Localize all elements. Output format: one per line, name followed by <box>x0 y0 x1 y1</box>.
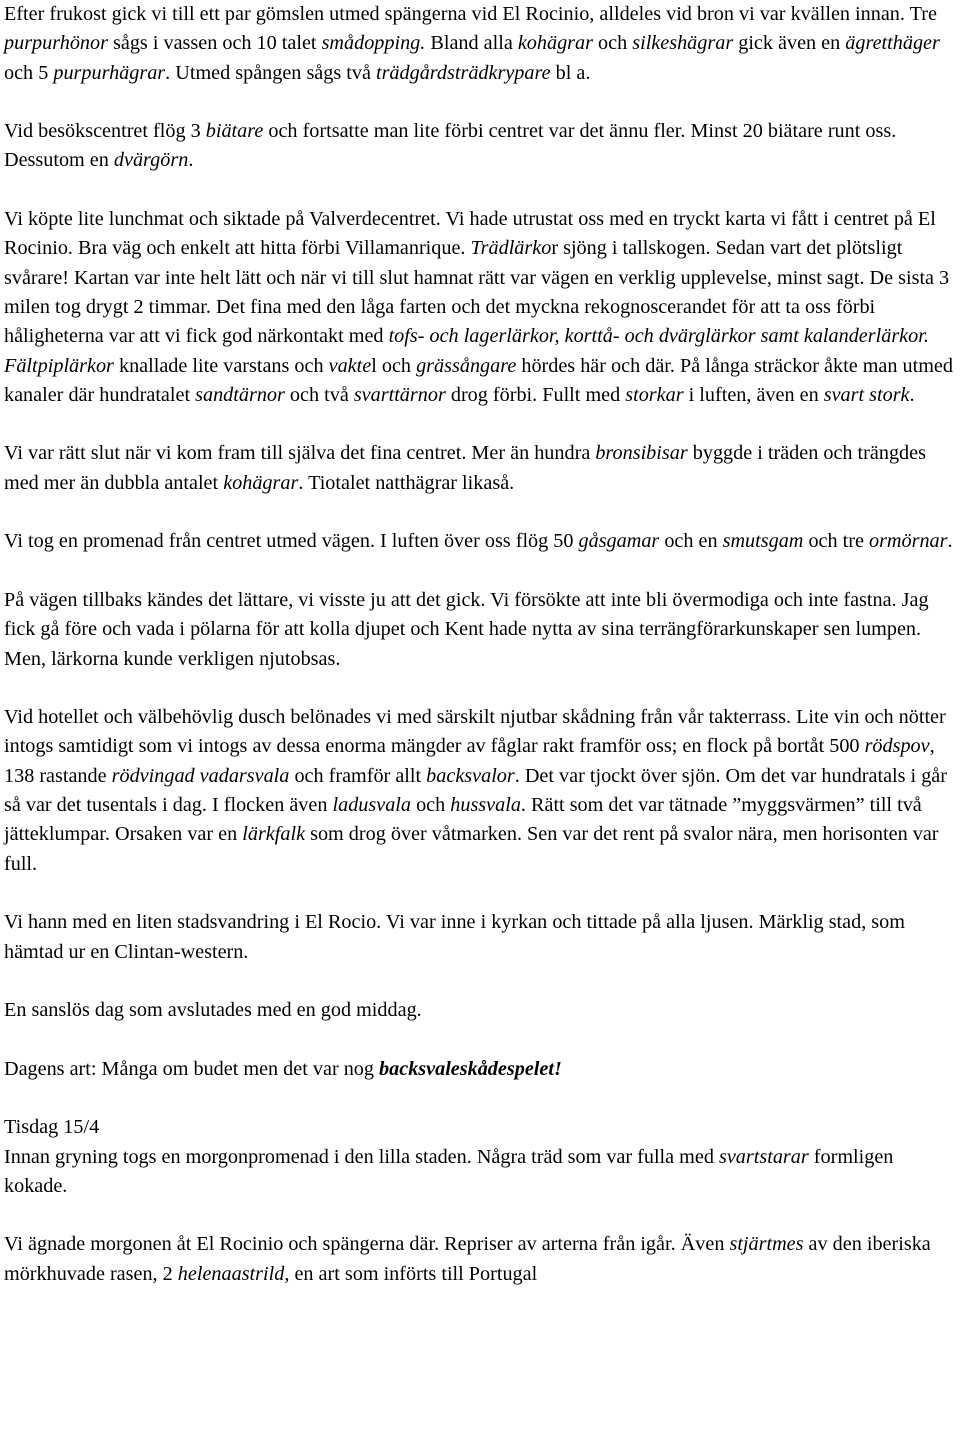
paragraph-way-back <box>4 586 956 674</box>
text-run: Innan gryning togs en morgonpromenad i den lilla staden. Några träd som var fulla med <box>4 1145 719 1168</box>
text-run: i luften, även en <box>683 383 824 406</box>
text-run: och 5 <box>4 61 54 84</box>
text-run: Vi ägnade morgonen åt El Rocinio och spängerna där. Repriser av arterna från igår. Även <box>4 1233 730 1256</box>
text-run: . Tiotalet natthägrar likaså. <box>298 471 515 494</box>
paragraph-rocinio-bridge <box>4 0 956 88</box>
text-run: Vi var rätt slut när vi kom fram till själva det fina centret. Mer än hundra <box>4 442 596 465</box>
paragraph-visitor-centre <box>4 117 956 176</box>
emphasized-text: lärkfalk <box>242 823 306 846</box>
emphasized-text: gåsgamar <box>578 530 660 553</box>
text-run: och framför allt <box>289 764 427 787</box>
text-run: drog förbi. Fullt med <box>445 383 626 406</box>
emphasized-text: sandtärnor <box>195 383 285 406</box>
emphasized-text: svart stork <box>823 383 910 406</box>
emphasized-text: ägretthäger <box>845 32 940 55</box>
text-run: hördes här och där. På långa sträckor åkte man utmed kanaler där hundratalet <box>4 354 953 406</box>
text-run: gick även en <box>733 32 846 55</box>
paragraph-dinner <box>4 996 956 1025</box>
text-run: och <box>592 32 633 55</box>
text-run: Vid hotellet och välbehövlig dusch belönades vi med särskilt njutbar skådning från vår takterrass. Lite vin och nötter intogs samtidigt som vi intogs av dessa enorma mängder av fåglar rakt framför oss; en flock på bortåt 500 <box>4 706 946 758</box>
text-run: r sjöng i tallskogen. Sedan vart det plötsligt svårare! Kartan var inte helt lätt och när vi till slut hamnat rätt var vägen en verklig upplevelse, minst sagt. De sista 3 milen tog drygt 2 timmar. Det fina med den låga farten och det myckna rekognoscerandet för att ta oss förbi håligheterna var att vi fick god närkontakt med <box>4 237 950 348</box>
emphasized-text: stjärtmes <box>729 1233 804 1256</box>
text-run: . <box>909 383 915 406</box>
text-run: av den iberiska mörkhuvade rasen, 2 <box>4 1233 931 1285</box>
text-run: , en art som införts till Portugal <box>284 1262 538 1285</box>
text-run: Dagens art: Många om budet men det var nog <box>4 1057 380 1080</box>
emphasized-text: svarttärnor <box>353 383 446 406</box>
text-run: byggde i träden och trängdes med mer än dubbla antalet <box>4 442 926 494</box>
emphasized-text: Trädlärko <box>470 237 552 260</box>
emphasized-text: biätare <box>205 120 264 143</box>
text-run: och en <box>659 530 723 553</box>
paragraph-city-walk <box>4 908 956 967</box>
paragraph-fine-centre <box>4 439 956 498</box>
text-run: formligen kokade. <box>4 1145 894 1197</box>
document-page <box>4 0 956 1289</box>
paragraph-morning-walk <box>4 1143 956 1202</box>
emphasized-text: ladusvala <box>332 794 412 817</box>
emphasized-text: smådopping. <box>321 32 426 55</box>
emphasized-text: kohägrar <box>517 32 593 55</box>
text-run: och <box>411 794 451 817</box>
text-run: som drog över våtmarken. Sen var det rent på svalor nära, men horisonten var full. <box>4 823 939 875</box>
day-heading <box>4 1113 956 1142</box>
text-run: Vi hann med en liten stadsvandring i El Rocio. Vi var inne i kyrkan och tittade på alla ljusen. Märklig stad, som hämtad ur en Clintan-western. <box>4 911 905 963</box>
emphasized-text: vakte <box>328 354 372 377</box>
text-run: Vid besökscentret flög 3 <box>4 120 206 143</box>
emphasized-text: rödspov <box>864 735 930 758</box>
emphasized-text: bronsibisar <box>595 442 688 465</box>
emphasized-text: trädgårdsträdkrypare <box>375 61 551 84</box>
paragraph-morning-boardwalk <box>4 1230 956 1289</box>
emphasized-text: purpurhägrar <box>53 61 166 84</box>
text-run: . <box>188 149 194 172</box>
text-run: Efter frukost gick vi till ett par gömslen utmed spängerna vid El Rocinio, alldeles vid bron vi var kvällen innan. Tre <box>4 3 937 25</box>
text-run: och fortsatte man lite förbi centret var det ännu fler. Minst 20 biätare runt oss. Dessutom en <box>4 120 897 172</box>
paragraph-valverde-trip <box>4 205 956 410</box>
text-run: Vi köpte lite lunchmat och siktade på Valverdecentret. Vi hade utrustat oss med en tryckt karta vi fått i centret på El Rocinio. Bra väg och enkelt att hitta förbi Villamanrique. <box>4 208 936 260</box>
emphasized-text: backsvaleskådespelet! <box>379 1057 562 1080</box>
text-run: På vägen tillbaks kändes det lättare, vi visste ju att det gick. Vi försökte att inte bli övermodiga och inte fastna. Jag fick gå före och vada i pölarna för att kolla djupet och Kent hade nytta av sina terrängförarkunskaper sen lumpen. Men, lärkorna kunde verkligen njutobsas. <box>4 588 929 670</box>
emphasized-text: svartstarar <box>718 1145 809 1168</box>
text-run: Tisdag 15/4 <box>4 1116 100 1139</box>
emphasized-text: gräss <box>416 354 460 377</box>
emphasized-text: å <box>459 354 470 377</box>
text-run: bl a. <box>550 61 591 84</box>
text-run: knallade lite varstans och <box>113 354 329 377</box>
paragraph-hotel-terrace <box>4 703 956 879</box>
emphasized-text: silkeshägrar <box>632 32 734 55</box>
text-run: och tre <box>803 530 869 553</box>
emphasized-text: kohägrar <box>223 471 299 494</box>
text-run: Bland alla <box>425 32 518 55</box>
emphasized-text: ormörnar <box>868 530 948 553</box>
text-run: . Det var tjockt över sjön. Om det var hundratals i går så var det tusentals i dag. I flocken även <box>4 764 947 817</box>
emphasized-text: dvärgörn <box>113 149 189 172</box>
emphasized-text: smutsgam <box>722 530 804 553</box>
emphasized-text: ngare <box>469 354 517 377</box>
emphasized-text: hussvala <box>450 794 521 817</box>
text-run: och två <box>284 383 354 406</box>
text-run: , 138 rastande <box>4 735 935 787</box>
text-run: . Utmed spången sågs två <box>165 61 376 84</box>
text-run: En sanslös dag som avslutades med en god middag. <box>4 999 422 1022</box>
text-run: l och <box>371 354 417 377</box>
paragraph-species-of-day <box>4 1055 956 1084</box>
emphasized-text: tofs- och lagerlärkor, korttå- och dvärglärkor samt kalanderlärkor. <box>388 325 929 348</box>
emphasized-text: Fältpiplärkor <box>4 354 114 377</box>
paragraph-walk <box>4 527 956 556</box>
emphasized-text: storkar <box>625 383 684 406</box>
text-run: . <box>947 530 953 553</box>
emphasized-text: helenaastrild <box>177 1262 285 1285</box>
emphasized-text: purpurhönor <box>4 32 108 55</box>
text-run: Vi tog en promenad från centret utmed vägen. I luften över oss flög 50 <box>4 530 579 553</box>
text-run: sågs i vassen och 10 talet <box>107 32 322 55</box>
emphasized-text: rödvingad vadarsvala <box>111 764 290 787</box>
emphasized-text: backsvalor <box>426 764 515 787</box>
text-run: . Rätt som det var tätnade ”myggsvärmen” till två jätteklumpar. Orsaken var en <box>4 794 922 846</box>
